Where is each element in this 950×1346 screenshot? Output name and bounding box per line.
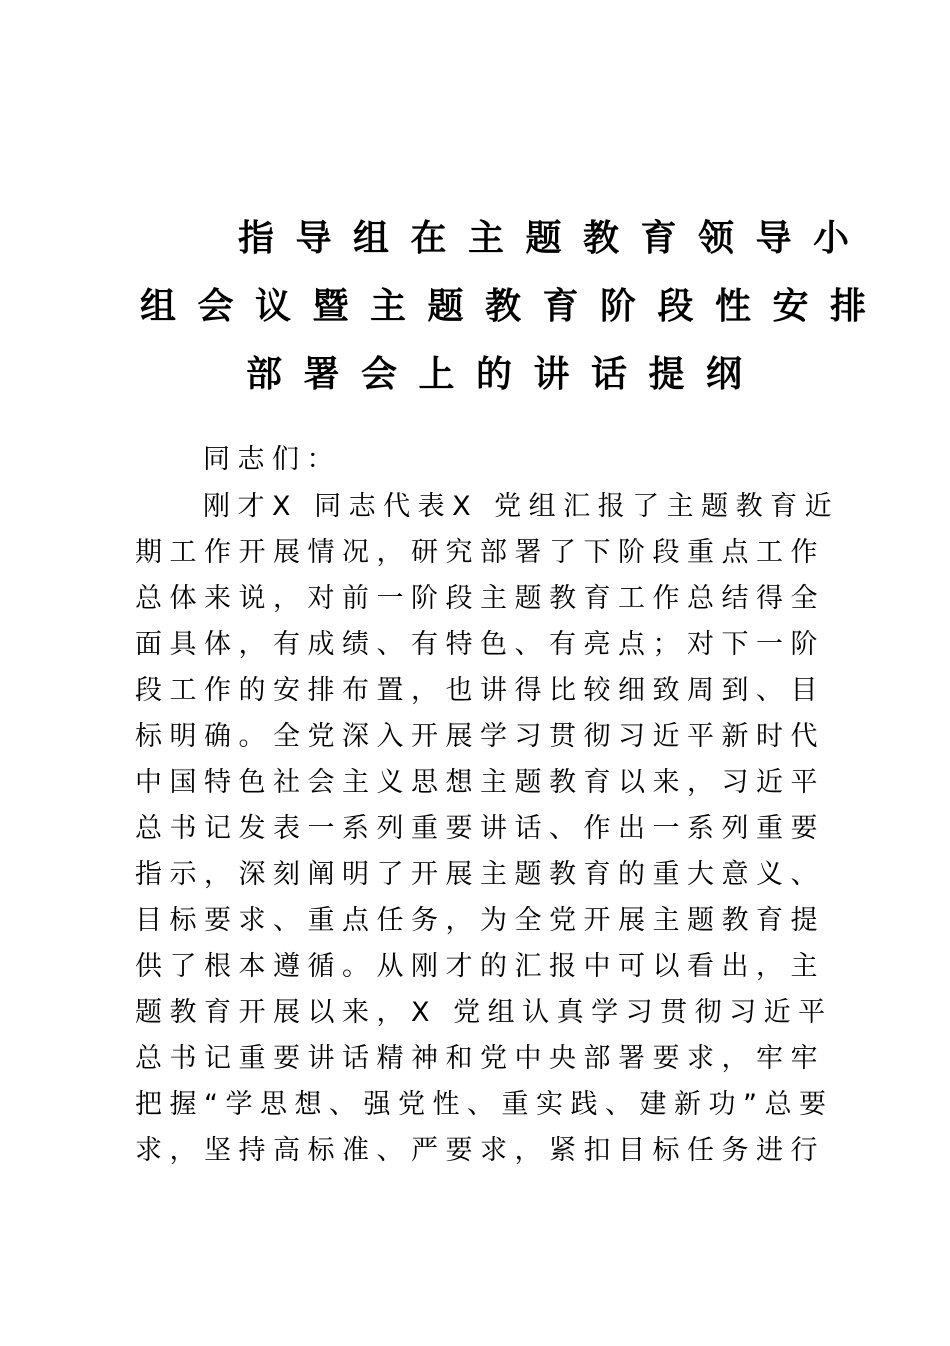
paragraph-line: 刚才X 同志代表X 党组汇报了主题教育近 (203, 491, 840, 522)
paragraph-line: 总体来说，对前一阶段主题教育工作总结得全 (135, 583, 825, 614)
paragraph-line: 题教育开展以来，X 党组认真学习贯彻习近平 (135, 997, 833, 1028)
paragraph-line: 标明确。全党深入开展学习贯彻习近平新时代 (135, 721, 825, 752)
paragraph-line: 中国特色社会主义思想主题教育以来，习近平 (135, 767, 825, 798)
paragraph-line: 总书记重要讲话精神和党中央部署要求，牢牢 (135, 1043, 825, 1074)
title-line-2: 组会议暨主题教育阶段性安排 (140, 286, 888, 327)
greeting: 同志们： (203, 444, 341, 475)
paragraph-line: 面具体，有成绩、有特色、有亮点；对下一阶 (135, 629, 825, 660)
paragraph-line: 指示，深刻阐明了开展主题教育的重大意义、 (135, 859, 825, 890)
paragraph-line: 段工作的安排布置，也讲得比较细致周到、目 (135, 675, 825, 706)
title-line-1: 指导组在主题教育领导小 (238, 218, 871, 259)
paragraph-line: 求，坚持高标准、严要求，紧扣目标任务进行 (135, 1135, 825, 1166)
title-line-3: 部署会上的讲话提纲 (246, 354, 764, 395)
paragraph-line: 期工作开展情况，研究部署了下阶段重点工作 (135, 537, 825, 568)
paragraph-line: 目标要求、重点任务，为全党开展主题教育提 (135, 905, 825, 936)
paragraph-line: 供了根本遵循。从刚才的汇报中可以看出，主 (135, 951, 825, 982)
paragraph-line: 总书记发表一系列重要讲话、作出一系列重要 (135, 813, 825, 844)
paragraph-line: 把握“学思想、强党性、重实践、建新功”总要 (135, 1089, 834, 1120)
